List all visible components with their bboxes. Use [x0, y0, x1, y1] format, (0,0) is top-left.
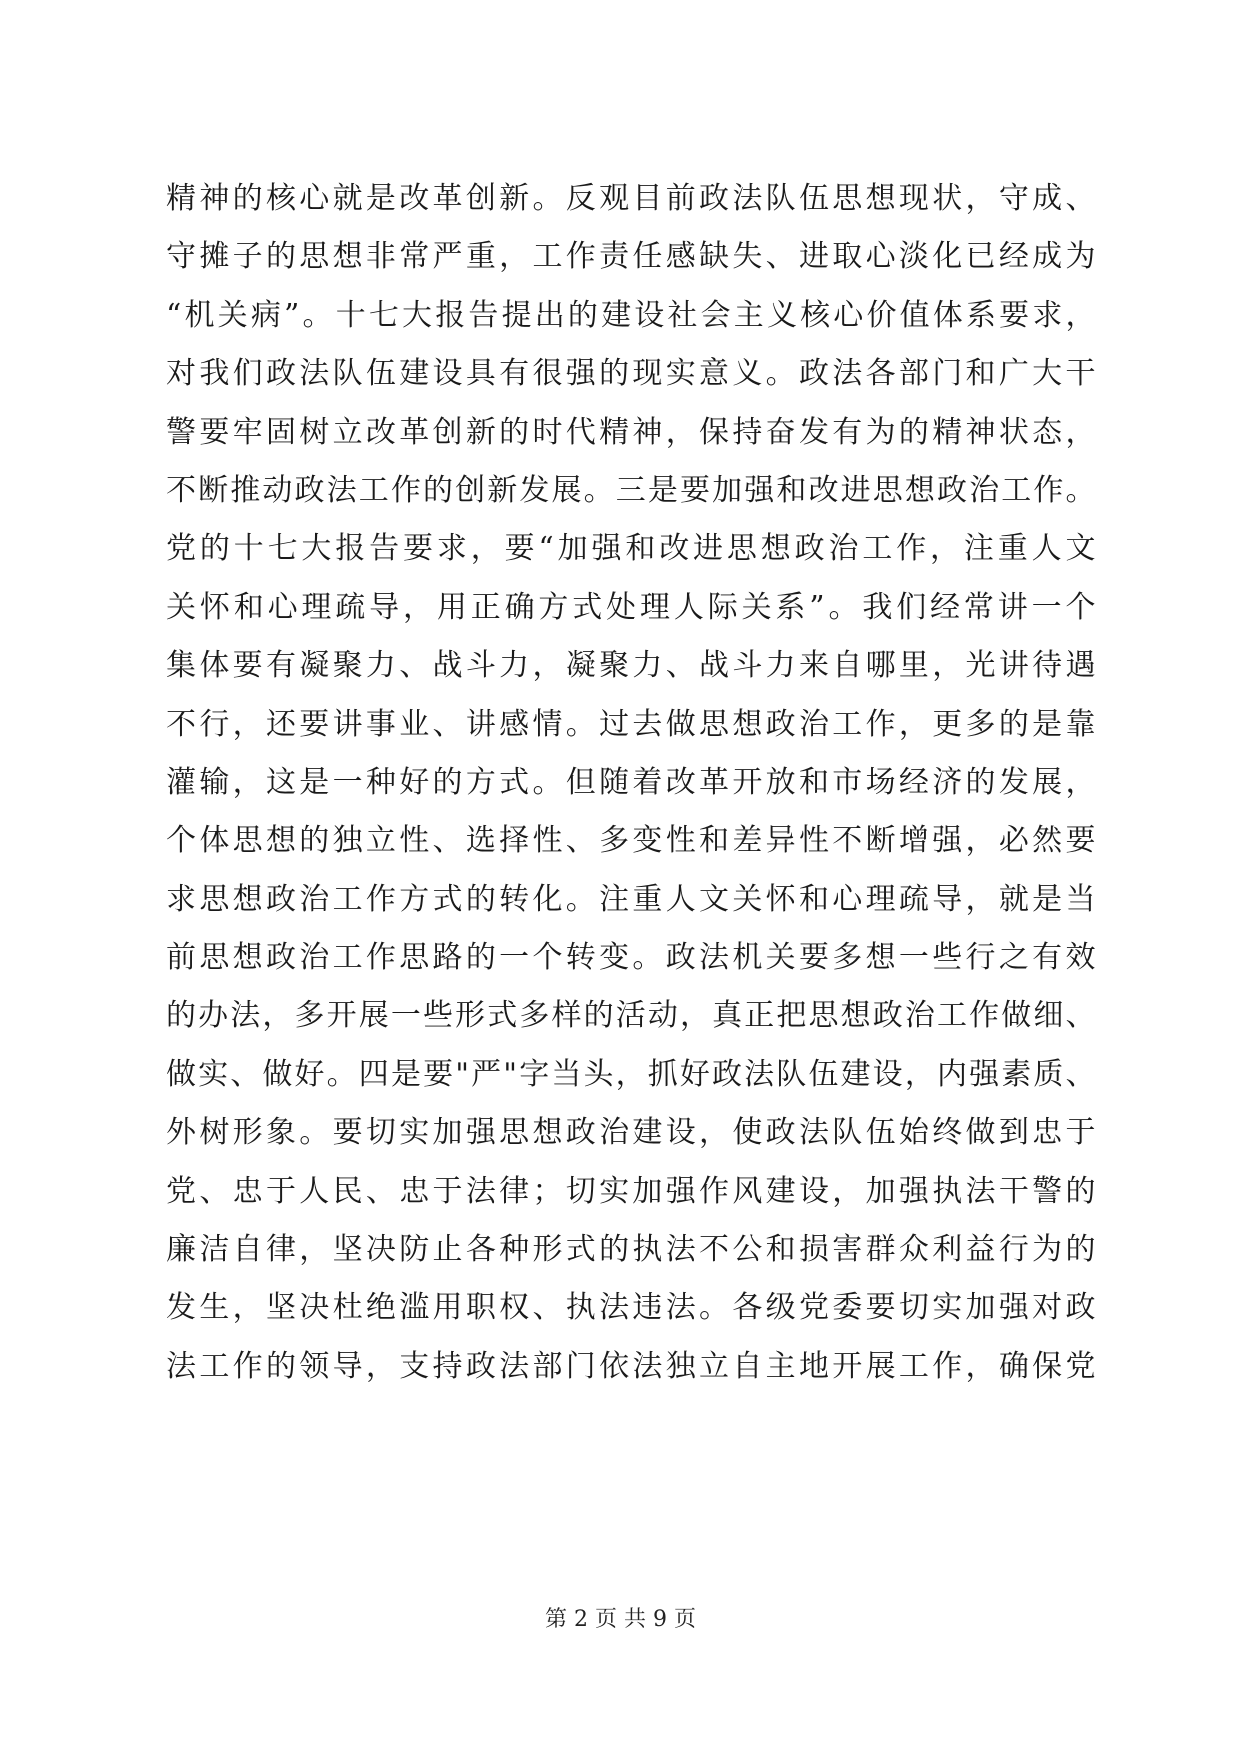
text-line: “机关病”。十七大报告提出的建设社会主义核心价值体系要求，	[166, 297, 1096, 333]
text-line: 对我们政法队伍建设具有很强的现实意义。政法各部门和广大干	[166, 356, 1096, 392]
text-line: 守摊子的思想非常严重，工作责任感缺失、进取心淡化已经成为	[166, 239, 1096, 275]
text-line: 外树形象。要切实加强思想政治建设，使政法队伍始终做到忠于	[166, 1115, 1096, 1151]
text-line: 前思想政治工作思路的一个转变。政法机关要多想一些行之有效	[166, 940, 1096, 976]
text-line: 做实、做好。四是要"严"字当头，抓好政法队伍建设，内强素质、	[166, 1056, 1096, 1092]
text-line: 警要牢固树立改革创新的时代精神，保持奋发有为的精神状态，	[166, 414, 1096, 450]
text-line: 不行，还要讲事业、讲感情。过去做思想政治工作，更多的是靠	[166, 706, 1096, 742]
text-line: 不断推动政法工作的创新发展。三是要加强和改进思想政治工作。	[166, 472, 1096, 508]
page-number-footer: 第 2 页 共 9 页	[545, 1607, 696, 1632]
text-line: 党、忠于人民、忠于法律；切实加强作风建设，加强执法干警的	[166, 1173, 1096, 1209]
text-line: 法工作的领导，支持政法部门依法独立自主地开展工作，确保党	[166, 1348, 1096, 1384]
body-text	[166, 170, 1096, 1396]
text-line: 灌输，这是一种好的方式。但随着改革开放和市场经济的发展，	[166, 764, 1096, 800]
text-line: 党的十七大报告要求，要“加强和改进思想政治工作，注重人文	[166, 531, 1096, 567]
text-line: 发生，坚决杜绝滥用职权、执法违法。各级党委要切实加强对政	[166, 1290, 1096, 1326]
text-line: 的办法，多开展一些形式多样的活动，真正把思想政治工作做细、	[166, 998, 1096, 1034]
text-line: 精神的核心就是改革创新。反观目前政法队伍思想现状，守成、	[166, 181, 1096, 216]
text-line: 集体要有凝聚力、战斗力，凝聚力、战斗力来自哪里，光讲待遇	[166, 648, 1096, 684]
text-line: 廉洁自律，坚决防止各种形式的执法不公和损害群众利益行为的	[166, 1232, 1096, 1268]
text-line: 个体思想的独立性、选择性、多变性和差异性不断增强，必然要	[166, 823, 1096, 859]
text-line: 求思想政治工作方式的转化。注重人文关怀和心理疏导，就是当	[166, 881, 1096, 917]
text-line: 关怀和心理疏导，用正确方式处理人际关系”。我们经常讲一个	[166, 589, 1096, 625]
